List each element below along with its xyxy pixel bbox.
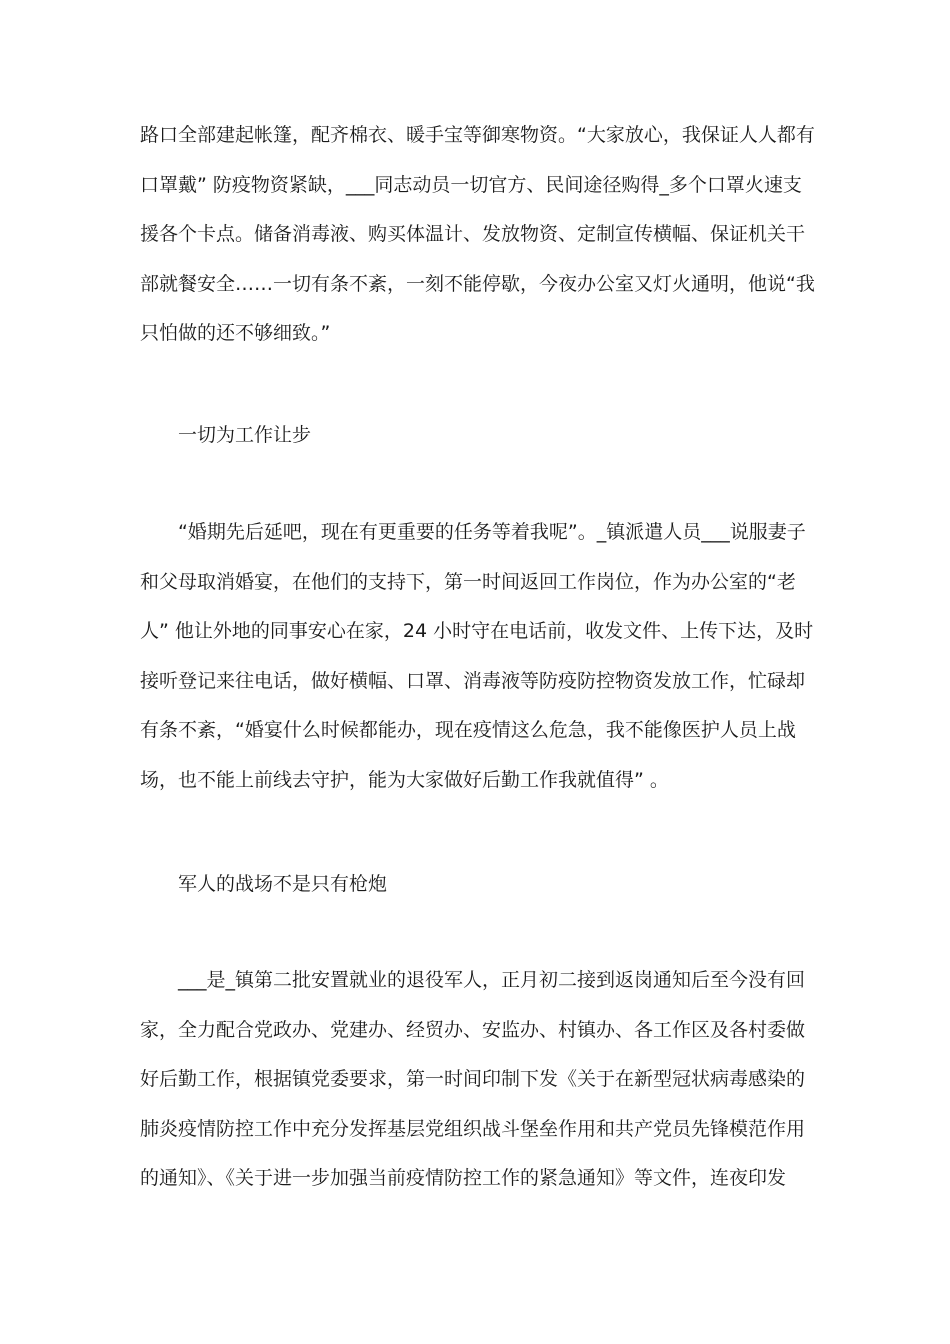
section-heading-2: 军人的战场不是只有枪炮 xyxy=(178,873,388,895)
section-heading-1: 一切为工作让步 xyxy=(178,424,312,446)
paragraph-2: “婚期先后延吧，现在有更重要的任务等着我呢”。_镇派遣人员___说服妻子和父母取消婚宴，在他们的支持下，第一时间返回工作岗位，作为办公室的“老人” 他让外地的同事安心在家，24 小时守在电话前，收发文件、上传下达，及时接听登记来往电话，做好横幅、口罩、消毒液等防疫防控物资发放工作，忙碌却有条不紊，“婚宴什么时候都能办，现在疫情这么危急，我不能像医护人员上战场，也不能上前线去守护，能为大家做好后勤工作我就值得” 。 xyxy=(140,521,814,791)
paragraph-1: 路口全部建起帐篷，配齐棉衣、暖手宝等御寒物资。“大家放心，我保证人人都有口罩戴” 防疫物资紧缺，___同志动员一切官方、民间途径购得_多个口罩火速支援各个卡点。储备消毒液、购买体温计、发放物资、定制宣传横幅、保证机关干部就餐安全……一切有条不紊，一刻不能停歇，今夜办公室又灯火通明，他说“我只怕做的还不够细致。” xyxy=(140,124,815,345)
paragraph-3: ___是_镇第二批安置就业的退役军人，正月初二接到返岗通知后至今没有回家，全力配合党政办、党建办、经贸办、安监办、村镇办、各工作区及各村委做好后勤工作，根据镇党委要求，第一时间印制下发《关于在新型冠状病毒感染的肺炎疫情防控工作中充分发挥基层党组织战斗堡垒作用和共产党员先锋模范作用的通知》、《关于进一步加强当前疫情防控工作的紧急通知》等文件，连夜印发 xyxy=(140,969,806,1190)
